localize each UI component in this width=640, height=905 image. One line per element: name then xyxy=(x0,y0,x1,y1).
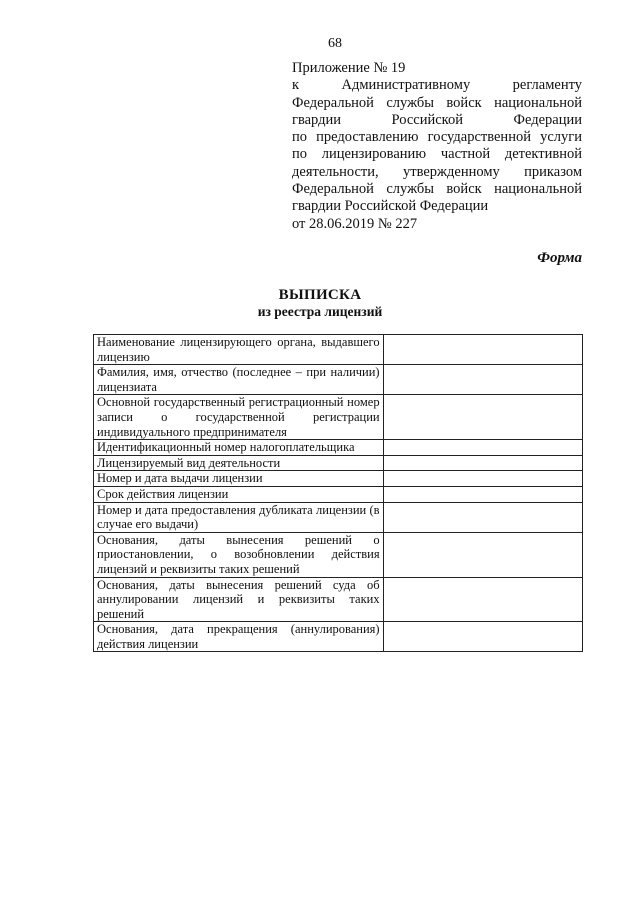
field-value[interactable] xyxy=(383,335,582,365)
table-row xyxy=(94,502,583,532)
appendix-line: гвардии Российской Федерации xyxy=(292,111,582,128)
field-value[interactable] xyxy=(383,471,582,487)
field-name: Наименование лицензирующего органа, выдавшего лицензию xyxy=(94,335,384,365)
field-value[interactable] xyxy=(383,395,582,440)
document-subtitle: из реестра лицензий xyxy=(257,304,383,319)
appendix-line: деятельности, утвержденному приказом xyxy=(292,163,582,180)
field-name: Основания, дата прекращения (аннулирования) действия лицензии xyxy=(94,622,384,652)
page-number: 68 xyxy=(328,36,342,51)
form-label: Форма xyxy=(537,250,582,266)
field-value[interactable] xyxy=(383,532,582,577)
table-row xyxy=(94,577,583,622)
field-name: Идентификационный номер налогоплательщика xyxy=(94,440,384,456)
appendix-line: по лицензированию частной детективной xyxy=(292,146,582,163)
table-row xyxy=(94,395,583,440)
field-name: Номер и дата выдачи лицензии xyxy=(94,471,384,487)
appendix-line: Федеральной службы войск национальной xyxy=(292,181,582,198)
field-value[interactable] xyxy=(383,455,582,471)
table-row xyxy=(94,455,583,471)
appendix-header xyxy=(292,60,582,233)
table-row xyxy=(94,622,583,652)
field-name: Номер и дата предоставления дубликата лицензии (в случае его выдачи) xyxy=(94,502,384,532)
field-value[interactable] xyxy=(383,365,582,395)
field-value[interactable] xyxy=(383,486,582,502)
appendix-line: Приложение № 19 xyxy=(292,60,406,76)
field-value[interactable] xyxy=(383,577,582,622)
field-name: Основной государственный регистрационный номер записи о государственной регистрации индивидуального предпринимателя xyxy=(94,395,384,440)
field-value[interactable] xyxy=(383,502,582,532)
table-row xyxy=(94,532,583,577)
table-row xyxy=(94,471,583,487)
field-name: Срок действия лицензии xyxy=(94,486,384,502)
appendix-line: Федеральной службы войск национальной xyxy=(292,94,582,111)
appendix-line: по предоставлению государственной услуги xyxy=(292,129,582,146)
table-row xyxy=(94,335,583,365)
appendix-line: гвардии Российской Федерации xyxy=(292,198,489,215)
table-row xyxy=(94,486,583,502)
field-name: Фамилия, имя, отчество (последнее – при наличии) лицензиата xyxy=(94,365,384,395)
table-row xyxy=(94,440,583,456)
field-value[interactable] xyxy=(383,622,582,652)
appendix-line: от 28.06.2019 № 227 xyxy=(292,215,418,232)
field-name: Лицензируемый вид деятельности xyxy=(94,455,384,471)
document-title: ВЫПИСКА xyxy=(278,287,362,303)
registry-table xyxy=(93,334,583,652)
appendix-line: к Административному регламенту xyxy=(292,77,582,94)
table-row xyxy=(94,365,583,395)
field-name: Основания, даты вынесения решений суда об аннулировании лицензий и реквизиты таких решений xyxy=(94,577,384,622)
field-name: Основания, даты вынесения решений о приостановлении, о возобновлении действия лицензий и реквизиты таких решений xyxy=(94,532,384,577)
field-value[interactable] xyxy=(383,440,582,456)
